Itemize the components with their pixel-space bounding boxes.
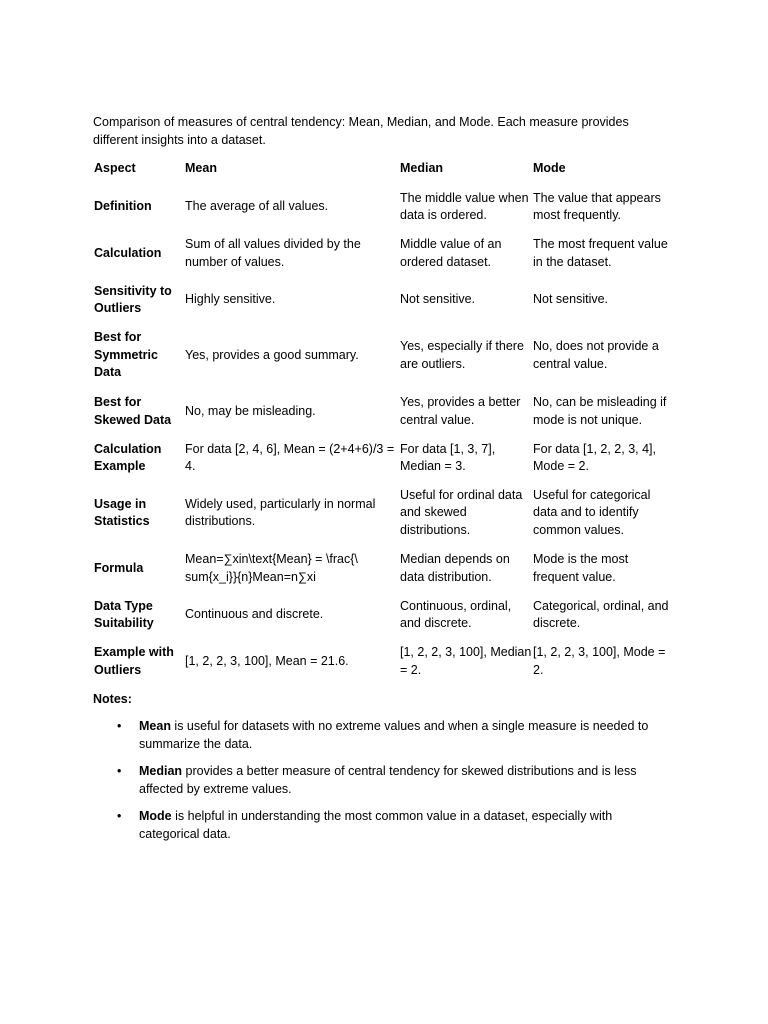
median-cell: For data [1, 3, 7], Median = 3.	[400, 441, 496, 473]
header-aspect: Aspect	[94, 161, 136, 176]
table-row	[93, 184, 677, 230]
table-row	[93, 638, 677, 685]
aspect-cell: Example with Outliers	[94, 645, 174, 677]
table-row	[93, 481, 677, 545]
mean-cell: No, may be misleading.	[185, 403, 316, 418]
aspect-cell: Best for Skewed Data	[94, 395, 172, 427]
table-row	[93, 592, 677, 638]
mode-cell: No, can be misleading if mode is not unique.	[533, 395, 667, 427]
intro-paragraph: Comparison of measures of central tendency: Mean, Median, and Mode. Each measure provides different insights into a dataset.	[93, 115, 629, 147]
table-row	[93, 230, 677, 277]
aspect-cell: Calculation	[94, 245, 162, 260]
median-cell: Not sensitive.	[400, 292, 476, 307]
aspect-cell: Formula	[94, 560, 144, 575]
median-cell: Middle value of an ordered dataset.	[400, 237, 502, 269]
notes-list	[93, 718, 673, 853]
note-term: Mode	[139, 809, 172, 823]
aspect-cell: Data Type Suitability	[94, 598, 154, 630]
mode-cell: The most frequent value in the dataset.	[533, 237, 668, 269]
aspect-cell: Sensitivity to Outliers	[94, 283, 172, 315]
mode-cell: For data [1, 2, 2, 3, 4], Mode = 2.	[533, 441, 656, 473]
table-header-row	[93, 154, 677, 184]
mode-cell: Mode is the most frequent value.	[533, 552, 629, 584]
aspect-cell: Usage in Statistics	[94, 496, 150, 528]
header-median: Median	[400, 161, 444, 176]
aspect-cell: Calculation Example	[94, 441, 162, 473]
mode-cell: Not sensitive.	[533, 292, 609, 307]
mean-cell: [1, 2, 2, 3, 100], Mean = 21.6.	[185, 653, 349, 668]
bullet-icon: •	[117, 764, 122, 778]
table-row	[93, 277, 677, 323]
mean-cell: Mean=∑xin\text{Mean} = \frac{\ sum{x_i}}{n}Mean=n∑xi	[185, 552, 358, 584]
median-cell: Median depends on data distribution.	[400, 552, 510, 584]
note-term: Mean	[139, 719, 171, 733]
mode-cell: No, does not provide a central value.	[533, 339, 659, 371]
table-row	[93, 388, 677, 435]
notes-heading: Notes:	[93, 692, 132, 706]
mean-cell: The average of all values.	[185, 199, 329, 214]
aspect-cell: Definition	[94, 199, 152, 214]
median-cell: The middle value when data is ordered.	[400, 190, 529, 222]
mean-cell: Highly sensitive.	[185, 292, 276, 307]
mode-cell: Useful for categorical data and to identify common values.	[533, 487, 651, 537]
bullet-icon: •	[117, 719, 122, 733]
header-mode: Mode	[533, 161, 566, 176]
mode-cell: [1, 2, 2, 3, 100], Mode = 2.	[533, 645, 666, 677]
list-item	[117, 808, 673, 843]
note-text: is useful for datasets with no extreme values and when a single measure is needed to summarize the data.	[139, 719, 649, 751]
mean-cell: Widely used, particularly in normal distributions.	[185, 496, 376, 528]
aspect-cell: Best for Symmetric Data	[94, 330, 158, 380]
table-row	[93, 323, 677, 388]
bullet-icon: •	[117, 809, 122, 823]
list-item	[117, 763, 673, 798]
median-cell: [1, 2, 2, 3, 100], Median = 2.	[400, 645, 532, 677]
mode-cell: Categorical, ordinal, and discrete.	[533, 598, 669, 630]
list-item	[117, 718, 673, 753]
note-text: provides a better measure of central tendency for skewed distributions and is less affected by extreme values.	[139, 764, 637, 796]
comparison-table	[93, 154, 677, 685]
mean-cell: Yes, provides a good summary.	[185, 347, 359, 362]
note-text: is helpful in understanding the most common value in a dataset, especially with categorical data.	[139, 809, 613, 841]
median-cell: Yes, provides a better central value.	[400, 395, 521, 427]
table-row	[93, 545, 677, 592]
mean-cell: Sum of all values divided by the number of values.	[185, 237, 361, 269]
median-cell: Useful for ordinal data and skewed distributions.	[400, 487, 523, 537]
mean-cell: Continuous and discrete.	[185, 607, 324, 622]
mode-cell: The value that appears most frequently.	[533, 190, 661, 222]
table-row	[93, 435, 677, 481]
median-cell: Continuous, ordinal, and discrete.	[400, 598, 512, 630]
mean-cell: For data [2, 4, 6], Mean = (2+4+6)/3 = 4.	[185, 441, 395, 473]
median-cell: Yes, especially if there are outliers.	[400, 339, 524, 371]
note-term: Median	[139, 764, 183, 778]
header-mean: Mean	[185, 161, 217, 176]
